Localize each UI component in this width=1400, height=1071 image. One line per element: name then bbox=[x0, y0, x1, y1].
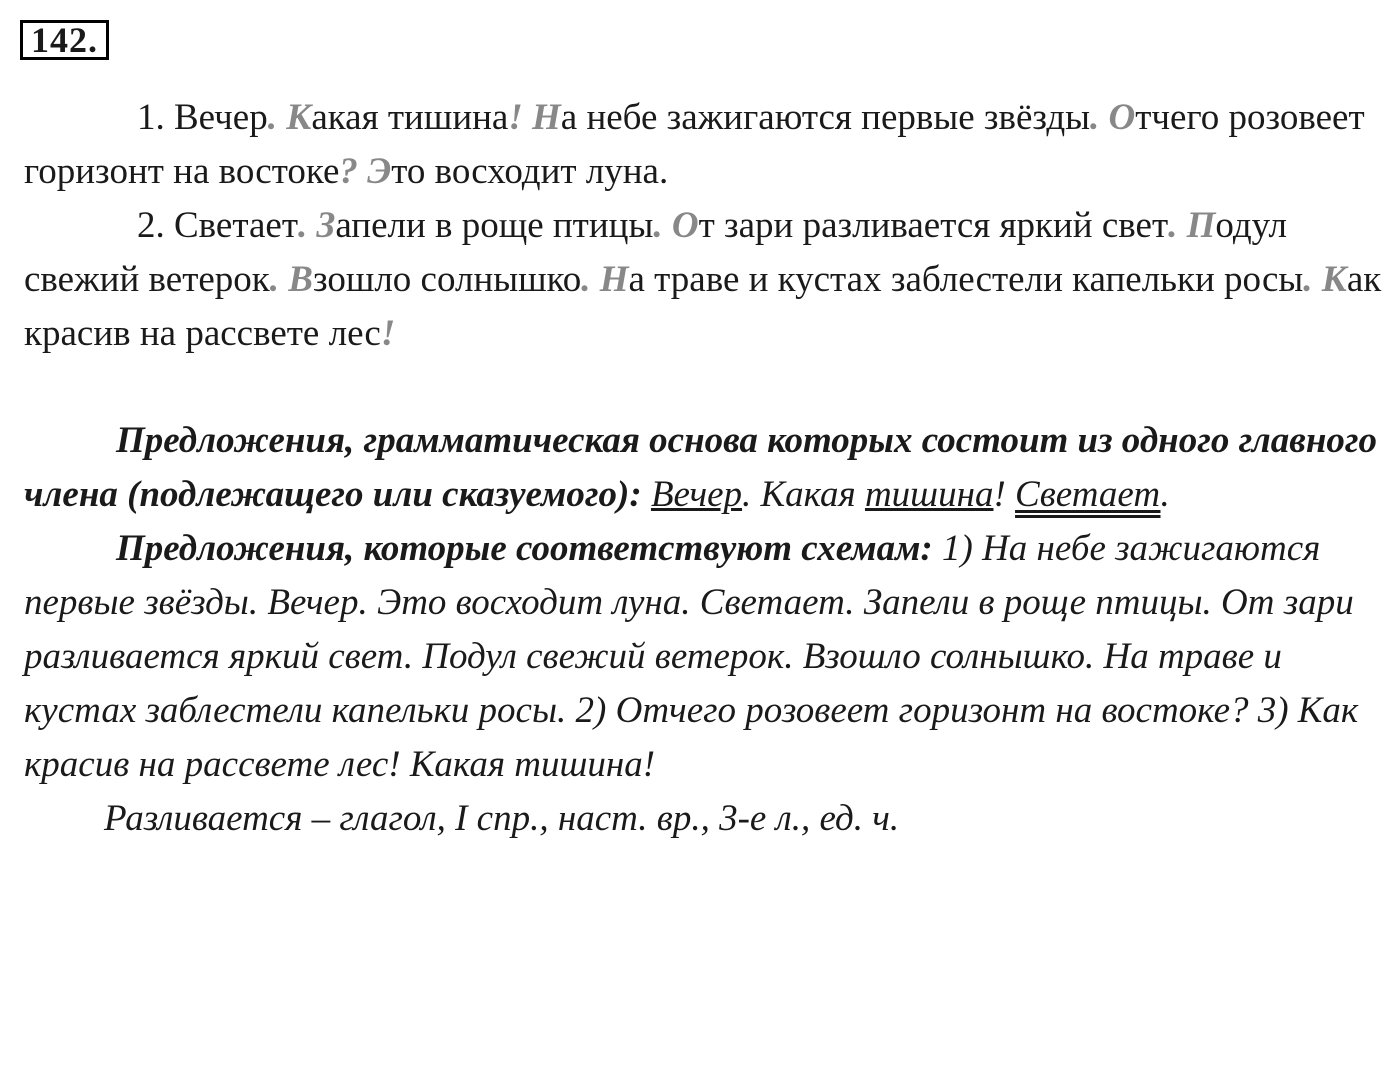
underlined-word: тишина bbox=[864, 474, 994, 515]
inserted-punctuation: . bbox=[267, 97, 277, 138]
inserted-capital-letter: О bbox=[1108, 97, 1136, 138]
inserted-capital-letter: Н bbox=[599, 259, 629, 300]
text-fragment: а небе зажигаются первые звёзды bbox=[560, 97, 1091, 138]
answer-section bbox=[24, 414, 1384, 846]
inserted-punctuation: . bbox=[1168, 205, 1178, 246]
answer-text: . bbox=[1160, 474, 1170, 515]
inserted-capital-letter: П bbox=[1186, 205, 1216, 246]
text-fragment: Светает bbox=[174, 205, 298, 246]
inserted-punctuation: ! bbox=[508, 97, 523, 138]
inserted-capital-letter: К bbox=[1321, 259, 1347, 300]
text-fragment: зошло солнышко bbox=[312, 259, 582, 300]
answer-paragraph-2 bbox=[24, 522, 1384, 792]
inserted-capital-letter: Н bbox=[532, 97, 561, 138]
underlined-word: Вечер bbox=[650, 474, 743, 515]
inserted-capital-letter: В bbox=[288, 259, 313, 300]
inserted-punctuation: . bbox=[298, 205, 308, 246]
text-fragment: Вечер bbox=[174, 97, 268, 138]
inserted-capital-letter: Э bbox=[367, 151, 392, 192]
text-fragment: апели в роще птицы bbox=[335, 205, 654, 246]
inserted-capital-letter: З bbox=[316, 205, 336, 246]
morphological-note bbox=[24, 792, 1384, 846]
inserted-punctuation: ! bbox=[380, 313, 396, 354]
item-number: 2. bbox=[137, 205, 174, 246]
inserted-punctuation: ? bbox=[339, 151, 358, 192]
item-number: 1. bbox=[137, 97, 174, 138]
inserted-punctuation: . bbox=[1303, 259, 1313, 300]
text-fragment: одул свежий ветерок bbox=[24, 205, 1288, 300]
exercise-paragraph-1 bbox=[24, 91, 1394, 199]
answer-heading: Предложения, которые соответствуют схемам: bbox=[116, 528, 933, 569]
answer-text: . Какая bbox=[742, 474, 865, 515]
text-fragment: тчего розовеет горизонт на востоке bbox=[24, 97, 1365, 192]
exercise-paragraph-2 bbox=[24, 199, 1394, 361]
inserted-capital-letter: К bbox=[286, 97, 312, 138]
answer-text: ! bbox=[993, 474, 1006, 515]
morph-note-text: Разливается – глагол, I спр., наст. вр., 3-е л., ед. ч. bbox=[104, 798, 900, 839]
inserted-punctuation: . bbox=[653, 205, 663, 246]
answer-heading: Предложения, грамматическая основа которых состоит из одного главного члена (подлежащего или сказуемого): bbox=[24, 420, 1378, 515]
exercise-text bbox=[24, 91, 1394, 361]
answer-text: 1) На небе зажигаются первые звёзды. Вечер. Это восходит луна. Светает. Запели в роще птицы. От зари разливается яркий свет. Подул свежий ветерок. Взошло солнышко. На траве и кустах заблестели капельки росы. 2) Отчего розовеет горизонт на востоке? 3) Как красив на рассвете лес! Какая тишина! bbox=[24, 528, 1359, 785]
inserted-capital-letter: О bbox=[671, 205, 699, 246]
text-fragment: а траве и кустах заблестели капельки росы bbox=[628, 259, 1304, 300]
text-fragment: акая тишина bbox=[311, 97, 509, 138]
text-fragment: ак красив на рассвете лес bbox=[24, 259, 1382, 354]
inserted-punctuation: . bbox=[1090, 97, 1100, 138]
text-fragment: т зари разливается яркий свет bbox=[698, 205, 1169, 246]
double-underlined-word: Светает bbox=[1015, 474, 1161, 515]
answer-paragraph-1 bbox=[24, 414, 1384, 522]
inserted-punctuation: . bbox=[269, 259, 280, 300]
inserted-punctuation: . bbox=[581, 259, 591, 300]
text-fragment: то восходит луна. bbox=[391, 151, 669, 192]
exercise-number: 142. bbox=[20, 20, 109, 60]
